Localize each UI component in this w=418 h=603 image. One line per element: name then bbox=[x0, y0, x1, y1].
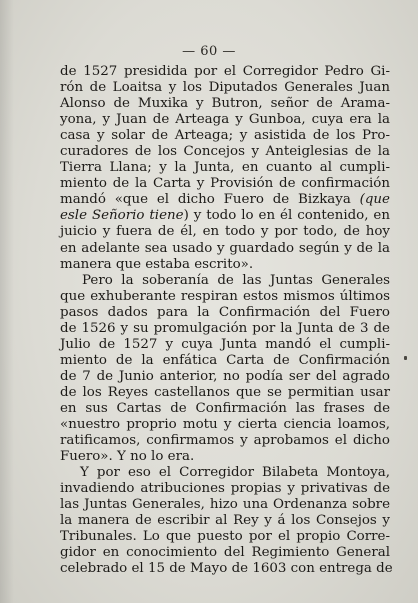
text-line: de los Reyes castellanos que se permitian usar bbox=[60, 384, 390, 400]
text-line: Tribunales. Lo que puesto por el propio Corre- bbox=[60, 529, 390, 545]
text-line: rón de Loaitsa y los Diputados Generales Juan bbox=[60, 80, 390, 96]
text-line: Alonso de Muxika y Butron, señor de Arama- bbox=[60, 96, 390, 112]
page-number: — 60 — bbox=[182, 44, 236, 59]
text-line: gidor en conocimiento del Regimiento General bbox=[60, 545, 390, 561]
text-line: miento de la Carta y Provisión de confirmación bbox=[60, 176, 390, 192]
text-line bbox=[60, 208, 390, 224]
text-line: casa y solar de Arteaga; y asistida de los Pro- bbox=[60, 128, 390, 144]
paragraph-first-line: Y por eso el Corregidor Bilabeta Montoya, bbox=[80, 465, 390, 481]
text-line: en adelante sea usado y guardado según y de la bbox=[60, 240, 390, 256]
text-line: de 1527 presidida por el Corregidor Pedro Gi- bbox=[60, 64, 390, 79]
text-line: Tierra Llana; y la Junta, en cuanto al cumpli- bbox=[60, 160, 390, 176]
paragraph-first-line: Pero la soberanía de las Juntas Generales bbox=[82, 272, 390, 288]
text-line: de 7 de Junio anterior, no podía ser del agrado bbox=[60, 368, 390, 384]
text-line: curadores de los Concejos y Anteiglesias de la bbox=[60, 144, 390, 160]
text-line: «nuestro proprio motu y cierta ciencia loamos, bbox=[60, 417, 390, 433]
text-line: miento de la enfática Carta de Confirmación bbox=[60, 352, 390, 368]
text-line: ratificamos, confirmamos y aprobamos el dicho bbox=[60, 433, 390, 449]
text-line: Julio de 1527 y cuya Junta mandó el cumpli- bbox=[60, 336, 390, 352]
margin-speck bbox=[404, 356, 407, 360]
text-line: en sus Cartas de Confirmación las frases de bbox=[60, 400, 390, 416]
text-line: juicio y fuera de él, en todo y por todo, de hoy bbox=[60, 224, 390, 240]
text-line: la manera de escribir al Rey y á los Consejos y bbox=[60, 513, 390, 529]
page-edge-shadow bbox=[0, 0, 14, 603]
body-text bbox=[60, 64, 393, 578]
text-line: manera que estaba escrito». bbox=[60, 256, 254, 272]
text-line: invadiendo atribuciones propias y privativas de bbox=[60, 481, 390, 497]
text-line: que exhuberante respiran estos mismos últimos bbox=[60, 288, 390, 304]
text-fragment: mandó «que el dicho Fuero de Bizkaya bbox=[60, 192, 351, 208]
text-line: Fuero». Y no lo era. bbox=[60, 449, 195, 465]
italic-fragment: esle Señorio tiene bbox=[60, 208, 184, 224]
text-line: de 1526 y su promulgación por la Junta de 3 de bbox=[60, 320, 390, 336]
italic-fragment: (que bbox=[359, 192, 390, 208]
text-line: pasos dados para la Confirmación del Fuero bbox=[60, 304, 390, 320]
text-line: yona, y Juan de Arteaga y Gunboa, cuya era la bbox=[60, 112, 390, 128]
text-fragment: ) y todo lo en él contenido, en bbox=[183, 208, 390, 224]
text-line: las Juntas Generales, hizo una Ordenanza sobre bbox=[60, 497, 390, 513]
text-line: celebrado el 15 de Mayo de 1603 con entrega de bbox=[60, 561, 393, 577]
text-line bbox=[60, 192, 390, 208]
